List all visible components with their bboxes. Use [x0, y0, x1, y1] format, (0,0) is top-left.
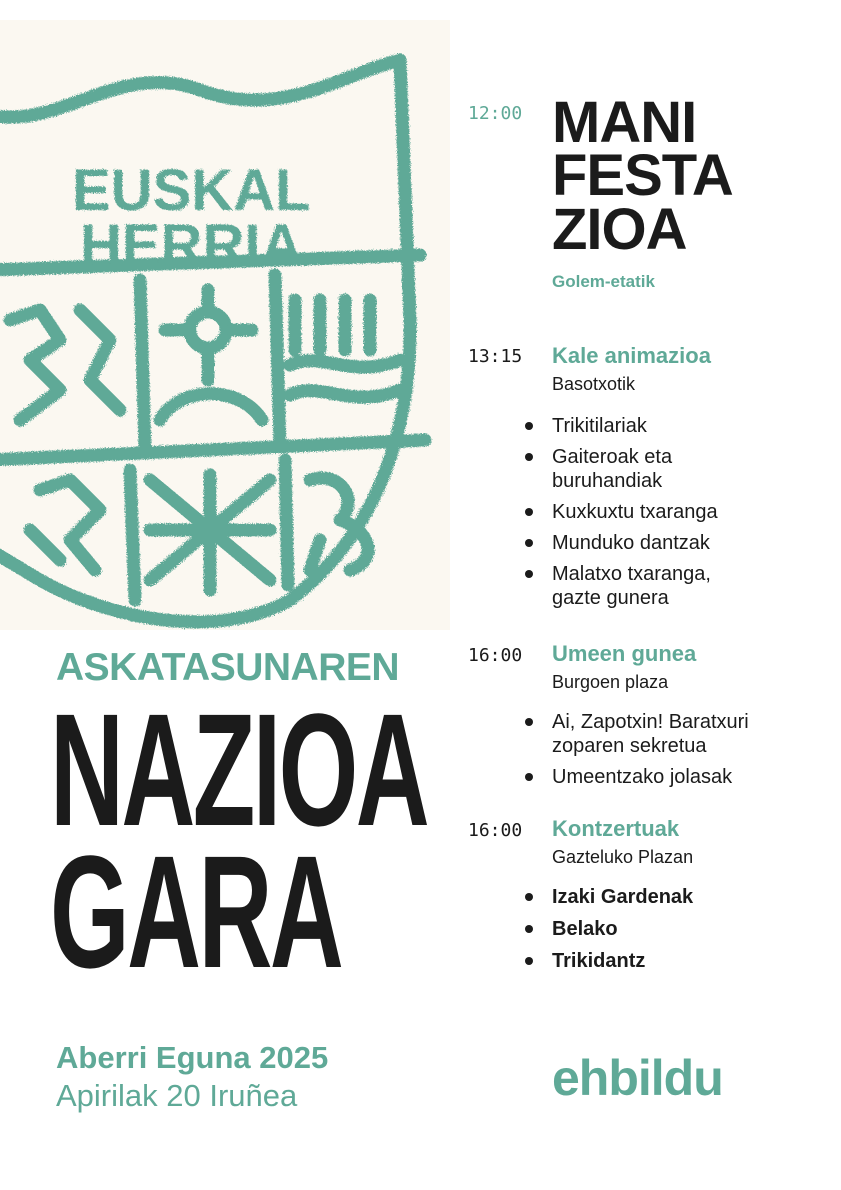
- manifestazioa-title-line: FESTA: [552, 143, 733, 209]
- kale-items: [524, 414, 812, 617]
- manifestazioa-title-line: ZIOA: [552, 196, 687, 262]
- kale-place: Basotxotik: [552, 374, 636, 394]
- list-item: Belako: [524, 917, 812, 941]
- kontzertuak-items: [524, 885, 812, 981]
- manifestazioa-title-line: MANI: [552, 90, 697, 155]
- main-title-line-1: NAZIOA: [50, 680, 428, 859]
- list-item: Trikitilariak: [524, 414, 812, 438]
- subtitle: ASKATASUNAREN: [56, 646, 400, 689]
- shield-emblem: [0, 20, 450, 630]
- footer-event-name: Aberri Eguna 2025: [56, 1040, 329, 1075]
- footer-date-place: Apirilak 20 Iruñea: [56, 1078, 298, 1113]
- time-kale: 13:15: [468, 346, 523, 367]
- list-item: Kuxkuxtu txaranga: [524, 500, 812, 524]
- time-manifestazioa: 12:00: [468, 103, 523, 124]
- list-item: Ai, Zapotxin! Baratxuri zoparen sekretua: [524, 710, 792, 758]
- list-item: Izaki Gardenak: [524, 885, 812, 909]
- list-item: Umeentzako jolasak: [524, 765, 812, 789]
- kontzertuak-place: Gazteluko Plazan: [552, 847, 694, 867]
- time-kontzertuak: 16:00: [468, 820, 523, 841]
- list-item: Trikidantz: [524, 949, 812, 973]
- kontzertuak-title: Kontzertuak: [552, 816, 680, 841]
- shield-text-herria: HERRIA: [80, 213, 303, 278]
- umeen-items: [524, 710, 812, 796]
- main-title-line-2: GARA: [50, 822, 342, 1001]
- list-item: Malatxo txaranga, gazte gunera: [524, 562, 762, 610]
- list-item: Gaiteroak eta buruhandiak: [524, 445, 722, 493]
- ehbildu-logo: ehbildu: [552, 1050, 723, 1106]
- manifestazioa-title: [552, 90, 733, 262]
- list-item: Munduko dantzak: [524, 531, 812, 555]
- shield-text-euskal: EUSKAL: [72, 158, 311, 223]
- manifestazioa-place: Golem-etatik: [552, 272, 655, 291]
- umeen-place: Burgoen plaza: [552, 672, 669, 692]
- umeen-title: Umeen gunea: [552, 641, 697, 666]
- time-umeen: 16:00: [468, 645, 523, 666]
- kale-title: Kale animazioa: [552, 343, 711, 368]
